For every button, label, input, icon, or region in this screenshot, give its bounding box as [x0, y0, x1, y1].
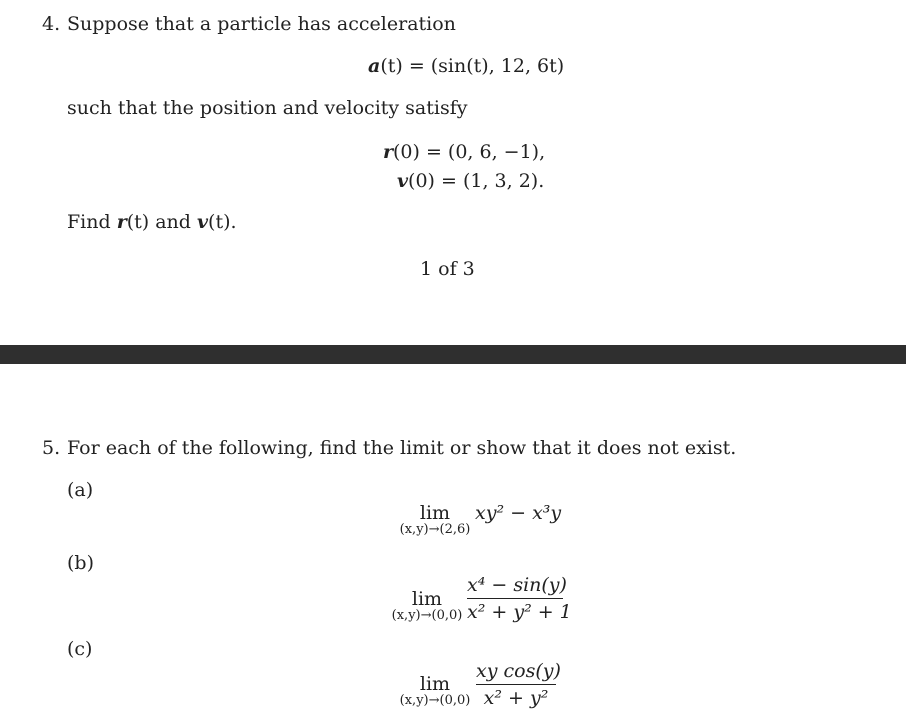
- q5-part-a-lim-subscript: (x,y)→(2,6): [399, 522, 471, 537]
- q5-part-b-denominator: x² + y² + 1: [467, 601, 572, 623]
- q4-accel-symbol: a: [368, 55, 381, 77]
- q4-intro: Suppose that a particle has acceleration: [67, 13, 456, 35]
- q4-r0-symbol: r: [383, 141, 394, 163]
- q4-find-r-symbol: r: [116, 211, 127, 233]
- q5-part-c-lim-word: lim: [419, 673, 451, 695]
- q4-accel-expression: (t) = (sin(t), 12, 6t): [380, 55, 565, 77]
- q5-part-b-limit: [389, 589, 465, 623]
- q5-part-b-label: (b): [67, 552, 94, 574]
- q4-find-prefix: Find: [67, 211, 117, 233]
- q5-part-c-fraction: [476, 660, 561, 709]
- page-divider: [0, 345, 906, 364]
- q5-part-b-fraction-bar: [467, 598, 563, 599]
- q5-part-c-denominator: x² + y²: [483, 687, 549, 709]
- q4-find-suffix: (t).: [208, 211, 237, 233]
- q5-part-a-label: (a): [67, 479, 94, 501]
- q4-r0-expression: (0) = (0, 6, −1),: [393, 141, 546, 163]
- q5-part-b-lim-subscript: (x,y)→(0,0): [391, 608, 463, 623]
- q5-part-b-lim-word: lim: [411, 588, 443, 610]
- q4-v0-equation: [397, 170, 544, 192]
- q5-part-b-fraction: [467, 574, 572, 623]
- page-indicator: 1 of 3: [420, 258, 475, 280]
- q4-find-v-symbol: v: [197, 211, 209, 233]
- q4-v0-expression: (0) = (1, 3, 2).: [408, 170, 545, 192]
- q4-find-instruction: [67, 211, 237, 233]
- q5-part-c-label: (c): [67, 638, 93, 660]
- q4-r0-equation: [383, 141, 545, 163]
- q4-acceleration-equation: [368, 55, 564, 77]
- q5-part-a-expression: xy² − x³y: [475, 502, 562, 524]
- q5-part-a-limit: [397, 503, 473, 537]
- q4-find-mid: (t) and: [126, 211, 197, 233]
- q5-intro: For each of the following, find the limit or show that it does not exist.: [67, 437, 737, 459]
- q5-part-b-numerator: x⁴ − sin(y): [467, 574, 567, 596]
- q5-part-c-limit: [397, 674, 473, 708]
- q4-v0-symbol: v: [397, 170, 409, 192]
- q5-number: 5.: [42, 437, 61, 459]
- q5-part-a-lim-word: lim: [419, 502, 451, 524]
- q5-part-c-fraction-bar: [476, 684, 556, 685]
- q4-number: 4.: [42, 13, 61, 35]
- q4-condition-text: such that the position and velocity satisfy: [67, 97, 468, 119]
- q5-part-c-lim-subscript: (x,y)→(0,0): [399, 693, 471, 708]
- q5-part-c-numerator: xy cos(y): [476, 660, 561, 682]
